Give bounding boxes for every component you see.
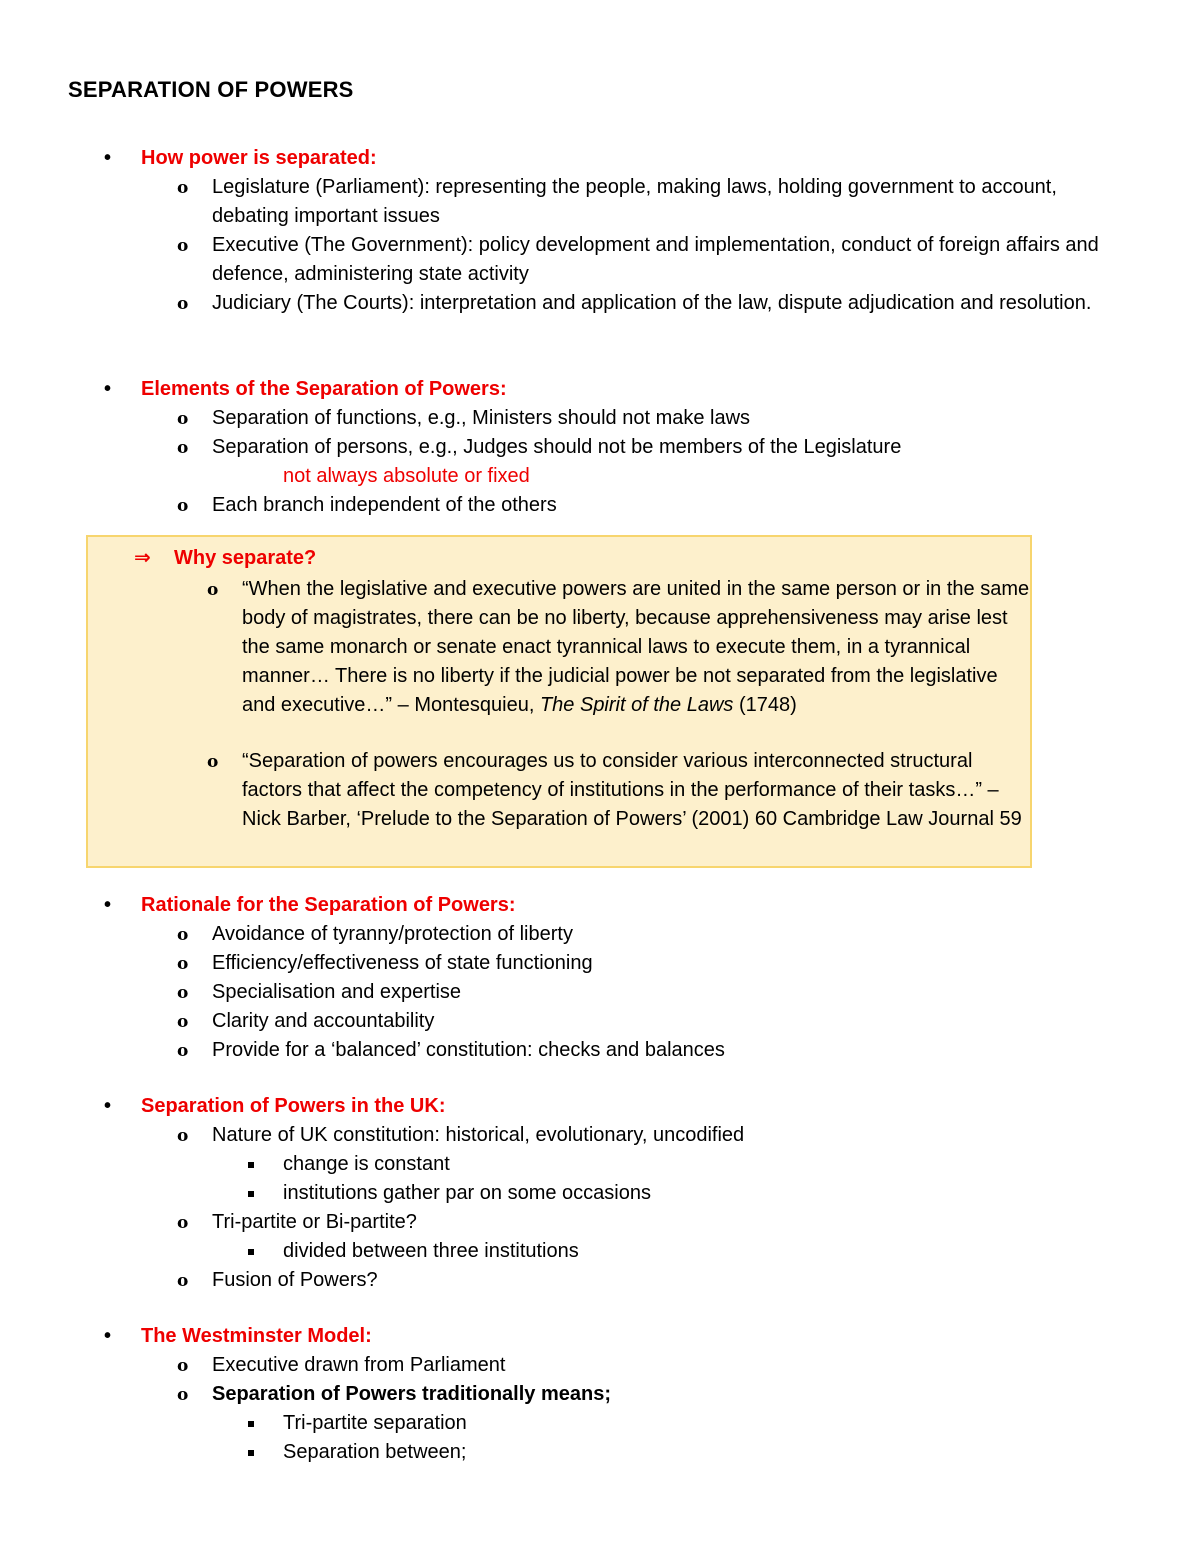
page-title: SEPARATION OF POWERS: [68, 77, 354, 102]
list-item: [0, 433, 1200, 462]
list-item-text: Provide for a ‘balanced’ constitution: checks and balances: [212, 1039, 725, 1061]
section-heading: [0, 891, 1200, 920]
circle-bullet-icon: o: [207, 580, 219, 600]
list-item-text: Judiciary (The Courts): interpretation and application of the law, dispute adjudication and resolution.: [212, 292, 1092, 314]
bullet-icon: •: [104, 894, 112, 916]
circle-bullet-icon: o: [177, 438, 189, 458]
quote-text: “When the legislative and executive powers are united in the same person or in the same body of magistrates, there can be no liberty, because apprehensiveness may arise lest the same monarch or senate enact tyrannical laws to execute them, in a tyrannical manner… There is no liberty if the judicial power be not separated from the legislative and executive…” – Montesquieu,: [242, 578, 1030, 716]
bullet-icon: •: [104, 378, 112, 400]
list-item: [0, 231, 1200, 289]
section-rationale: [0, 891, 1200, 1065]
section-heading: [0, 1092, 1200, 1121]
circle-bullet-icon: o: [177, 1012, 189, 1032]
sub-list-item: [0, 1237, 1200, 1266]
sub-list-item-text: Tri-partite separation: [283, 1412, 467, 1434]
circle-bullet-icon: o: [177, 954, 189, 974]
section-heading-text: How power is separated:: [141, 147, 377, 169]
circle-bullet-icon: o: [177, 1041, 189, 1061]
list-item: [0, 1036, 1200, 1065]
list-item: [0, 1266, 1200, 1295]
sub-list-item-text: institutions gather par on some occasions: [283, 1182, 651, 1204]
section-heading-text: The Westminster Model:: [141, 1325, 372, 1347]
list-item-text: Executive (The Government): policy development and implementation, conduct of foreign affairs and defence, administering state activity: [212, 234, 1099, 285]
arrow-icon: ⇒: [134, 547, 151, 569]
quote-box-heading: [134, 544, 316, 573]
section-uk: [0, 1092, 1200, 1295]
quote-barber: [207, 747, 1032, 834]
quote-work-title: The Spirit of the Laws: [539, 694, 734, 716]
list-item-text: Specialisation and expertise: [212, 981, 462, 1003]
quote-text: “Separation of powers encourages us to consider various interconnected structural factors that affect the competency of institutions in the performance of their tasks…” – Nick Barber, ‘Prelude to the Separation of Powers’ (2001) 60 Cambridge Law Journal 59: [242, 750, 1022, 830]
section-heading: [0, 1322, 1200, 1351]
list-item-text: Executive drawn from Parliament: [212, 1354, 506, 1376]
list-item: [0, 1208, 1200, 1237]
circle-bullet-icon: o: [177, 294, 189, 314]
circle-bullet-icon: o: [177, 409, 189, 429]
circle-bullet-icon: o: [177, 983, 189, 1003]
bullet-icon: •: [104, 1095, 112, 1117]
list-item: [0, 1380, 1200, 1409]
list-item-text: Each branch independent of the others: [212, 494, 557, 516]
sub-list-item: [0, 1438, 1200, 1467]
circle-bullet-icon: o: [177, 1271, 189, 1291]
list-item: [0, 920, 1200, 949]
sub-list-item-text: Separation between;: [283, 1441, 467, 1463]
circle-bullet-icon: o: [177, 1213, 189, 1233]
circle-bullet-icon: o: [177, 1385, 189, 1405]
square-bullet-icon: [248, 1249, 254, 1255]
list-item-text: Separation of functions, e.g., Ministers should not make laws: [212, 407, 751, 429]
section-heading: [0, 375, 1200, 404]
list-item: [0, 1351, 1200, 1380]
list-item-text: Tri-partite or Bi-partite?: [212, 1211, 417, 1233]
list-item-text: Nature of UK constitution: historical, evolutionary, uncodified: [212, 1124, 745, 1146]
list-item-text: Separation of persons, e.g., Judges should not be members of the Legislature: [212, 436, 902, 458]
square-bullet-icon: [248, 1450, 254, 1456]
sub-list-item-text: change is constant: [283, 1153, 450, 1175]
section-heading-text: Elements of the Separation of Powers:: [141, 378, 507, 400]
sub-list-item: [0, 1409, 1200, 1438]
list-item-text: Legislature (Parliament): representing the people, making laws, holding government to account, debating important issues: [212, 176, 1057, 227]
list-item: [0, 1007, 1200, 1036]
sub-list-item: [0, 1179, 1200, 1208]
list-item-text: Clarity and accountability: [212, 1010, 435, 1032]
circle-bullet-icon: o: [177, 1356, 189, 1376]
list-item-text: Efficiency/effectiveness of state functioning: [212, 952, 593, 974]
list-item: [0, 949, 1200, 978]
circle-bullet-icon: o: [177, 236, 189, 256]
sub-list-item-text: divided between three institutions: [283, 1240, 579, 1262]
section-westminster-model: [0, 1322, 1200, 1467]
sub-list-item: [0, 1150, 1200, 1179]
list-item-text: Fusion of Powers?: [212, 1269, 378, 1291]
circle-bullet-icon: o: [177, 496, 189, 516]
note-text: not always absolute or fixed: [283, 465, 530, 487]
section-heading-text: Separation of Powers in the UK:: [141, 1095, 446, 1117]
list-item-text: Avoidance of tyranny/protection of liberty: [212, 923, 573, 945]
circle-bullet-icon: o: [177, 925, 189, 945]
square-bullet-icon: [248, 1421, 254, 1427]
section-how-power-is-separated: [0, 144, 1200, 318]
list-item: [0, 491, 1200, 520]
quote-year: (1748): [733, 694, 797, 716]
section-heading-text: Rationale for the Separation of Powers:: [141, 894, 516, 916]
list-item: [0, 173, 1200, 231]
bullet-icon: •: [104, 1325, 112, 1347]
section-heading: [0, 144, 1200, 173]
list-item: [0, 289, 1200, 318]
circle-bullet-icon: o: [207, 752, 219, 772]
square-bullet-icon: [248, 1191, 254, 1197]
section-elements: [0, 375, 1200, 520]
list-item: [0, 404, 1200, 433]
bullet-icon: •: [104, 147, 112, 169]
quote-box-heading-text: Why separate?: [174, 547, 317, 569]
square-bullet-icon: [248, 1162, 254, 1168]
list-item: [0, 978, 1200, 1007]
list-item: [0, 1121, 1200, 1150]
circle-bullet-icon: o: [177, 178, 189, 198]
circle-bullet-icon: o: [177, 1126, 189, 1146]
quote-montesquieu: [207, 575, 1032, 720]
list-item-text: Separation of Powers traditionally means;: [212, 1383, 611, 1405]
